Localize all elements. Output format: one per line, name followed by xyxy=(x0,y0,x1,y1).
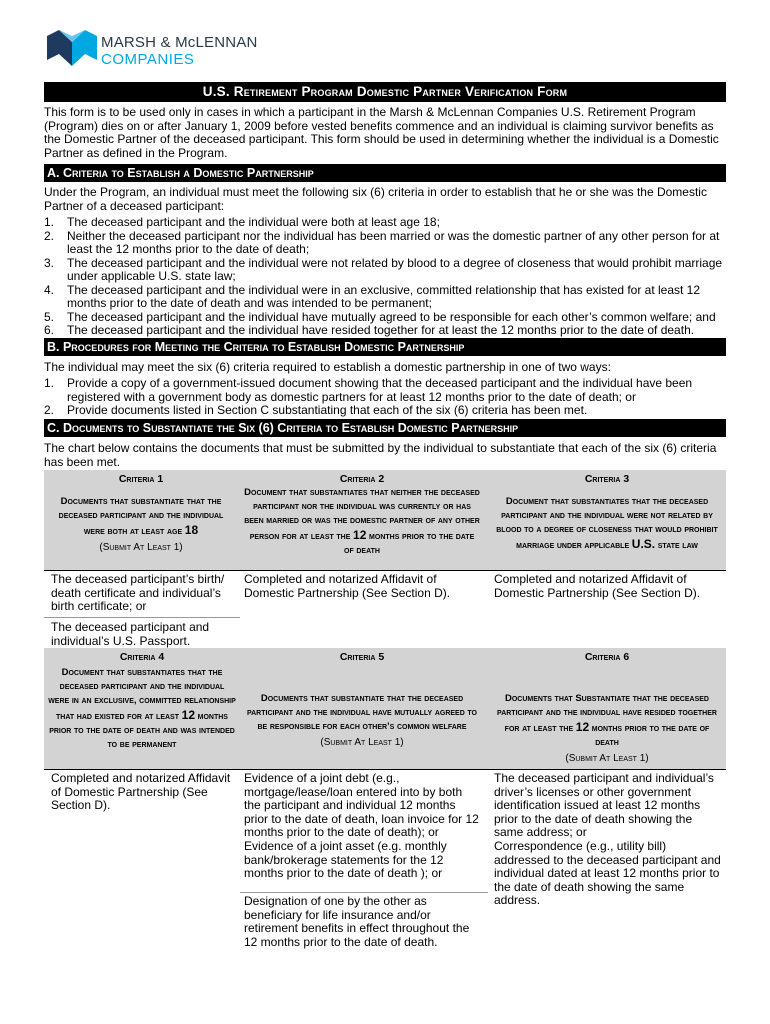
criteria-1-document-2: The deceased participant and individual’s U.S. Passport. xyxy=(51,620,210,648)
section-a-intro: Under the Program, an individual must meet the following six (6) criteria in order to establish that he or she was the Domestic Partner of a deceased participant: xyxy=(44,185,707,213)
section-b-procedures-list xyxy=(44,377,726,418)
logo-text-line2: COMPANIES xyxy=(101,51,195,68)
list-item: 3. The deceased participant and the individual were not related by blood to a degree of closeness that would prohibit marriage under applicable U.S. state law; xyxy=(44,255,723,283)
list-item: 4. The deceased participant and the individual were in an exclusive, committed relationship that has existed for at least 12 months prior to the date of death and was intended to be permanent; xyxy=(44,282,701,310)
section-c-intro: The chart below contains the documents that must be submitted by the individual to substantiate that each of the six (6) criteria has been met. xyxy=(44,441,717,469)
list-item: 6. The deceased participant and the individual have resided together for at least the 12 months prior to the date of death. xyxy=(44,323,695,337)
criteria-6-header: Criteria 6 Documents that Substantiate that the deceased participant and the individual have resided together for at least the 12 months prior to the date of death (Submit At Least 1) xyxy=(497,651,717,764)
list-item: 2. Neither the deceased participant nor the individual has been married or was the domestic partner of any other person for at least the 12 months prior to the date of death; xyxy=(44,228,720,256)
logo-mark-icon xyxy=(47,30,97,66)
criteria-6-document-2: Correspondence (e.g., utility bill) addressed to the deceased participant and individual dated at least 12 months prior to the date of death showing the same address. xyxy=(494,839,721,907)
divider xyxy=(44,570,726,571)
criteria-5-document-3: Designation of one by the other as beneficiary for life insurance and/or retirement benefits in effect throughout the 12 months prior to the date of death. xyxy=(244,894,470,949)
company-logo xyxy=(47,30,257,70)
divider xyxy=(240,892,488,893)
criteria-4-document: Completed and notarized Affidavit of Domestic Partnership (See Section D). xyxy=(51,771,231,812)
criteria-3-document: Completed and notarized Affidavit of Domestic Partnership (See Section D). xyxy=(494,572,701,600)
section-a-heading: A. Criteria to Establish a Domestic Partnership xyxy=(44,164,726,182)
list-item: 1. Provide a copy of a government-issued document showing that the deceased participant and the individual have been registered with a government body as domestic partners for at least 12 months prior to the date of death; or xyxy=(44,376,693,404)
section-b-heading: B. Procedures for Meeting the Criteria to Establish Domestic Partnership xyxy=(44,338,726,356)
section-a-criteria-list xyxy=(44,216,726,338)
list-item: 5. The deceased participant and the individual have mutually agreed to be responsible for each other’s common welfare; and xyxy=(44,309,716,324)
list-item: 1. The deceased participant and the individual were both at least age 18; xyxy=(44,215,440,229)
criteria-3-header: Criteria 3 Document that substantiates that the deceased participant and the individual were not related by blood to a degree of closeness that would prohibit marriage under applicable U.S. state law xyxy=(496,473,718,551)
divider xyxy=(44,617,240,618)
logo-text-line1: MARSH & McLENNAN xyxy=(101,34,258,51)
section-b-intro: The individual may meet the six (6) criteria required to establish a domestic partnership in one of two ways: xyxy=(44,360,611,374)
criteria-2-document: Completed and notarized Affidavit of Domestic Partnership (See Section D). xyxy=(244,572,451,600)
criteria-1-header: Criteria 1 Documents that substantiate that the deceased participant and the individual were both at least age 18 (Submit At Least 1) xyxy=(58,473,224,553)
intro-paragraph: This form is to be used only in cases in which a participant in the Marsh & McLennan Companies U.S. Retirement Program (Program) dies on or after January 1, 2009 before vested benefits commence and an individual is claiming survivor benefits as the Domestic Partner of the deceased participant. This form should be used in determining whether the individual is a Domestic Partner as defined in the Program. xyxy=(44,105,719,160)
section-c-heading: C. Documents to Substantiate the Six (6) Criteria to Establish Domestic Partnership xyxy=(44,419,726,437)
form-title: U.S. Retirement Program Domestic Partner Verification Form xyxy=(44,82,726,102)
criteria-1-document-1: The deceased participant’s birth/ death certificate and individual’s birth certificate; or xyxy=(51,572,225,613)
criteria-5-document-1: Evidence of a joint debt (e.g., mortgage/lease/loan entered into by both the participant and individual 12 months prior to the date of death, loan invoice for 12 months prior to the date of death); or xyxy=(244,771,479,839)
criteria-4-header: Criteria 4 Document that substantiates that the deceased participant and the individual were in an exclusive, committed relationship that had existed for at least 12 months prior to the date of death and was intended to be permanent xyxy=(48,651,236,750)
criteria-6-document-1: The deceased participant and individual’s driver’s licenses or other government identification issued at least 12 months prior to the date of death showing the same address; or xyxy=(494,771,714,839)
list-item: 2. Provide documents listed in Section C substantiating that each of the six (6) criteria has been met. xyxy=(44,403,588,417)
criteria-5-header: Criteria 5 Documents that substantiate that the deceased participant and the individual have mutually agreed to be responsible for each other’s common welfare (Submit At Least 1) xyxy=(246,651,478,748)
divider xyxy=(44,769,726,770)
criteria-2-header: Criteria 2 Document that substantiates that neither the deceased participant nor the individual was currently or has been married or was the domestic partner of any other person for at least the 12 months prior to the date of death xyxy=(244,473,480,556)
criteria-5-document-2: Evidence of a joint asset (e.g. monthly bank/brokerage statements for the 12 months prior to the date of death ); or xyxy=(244,839,447,880)
